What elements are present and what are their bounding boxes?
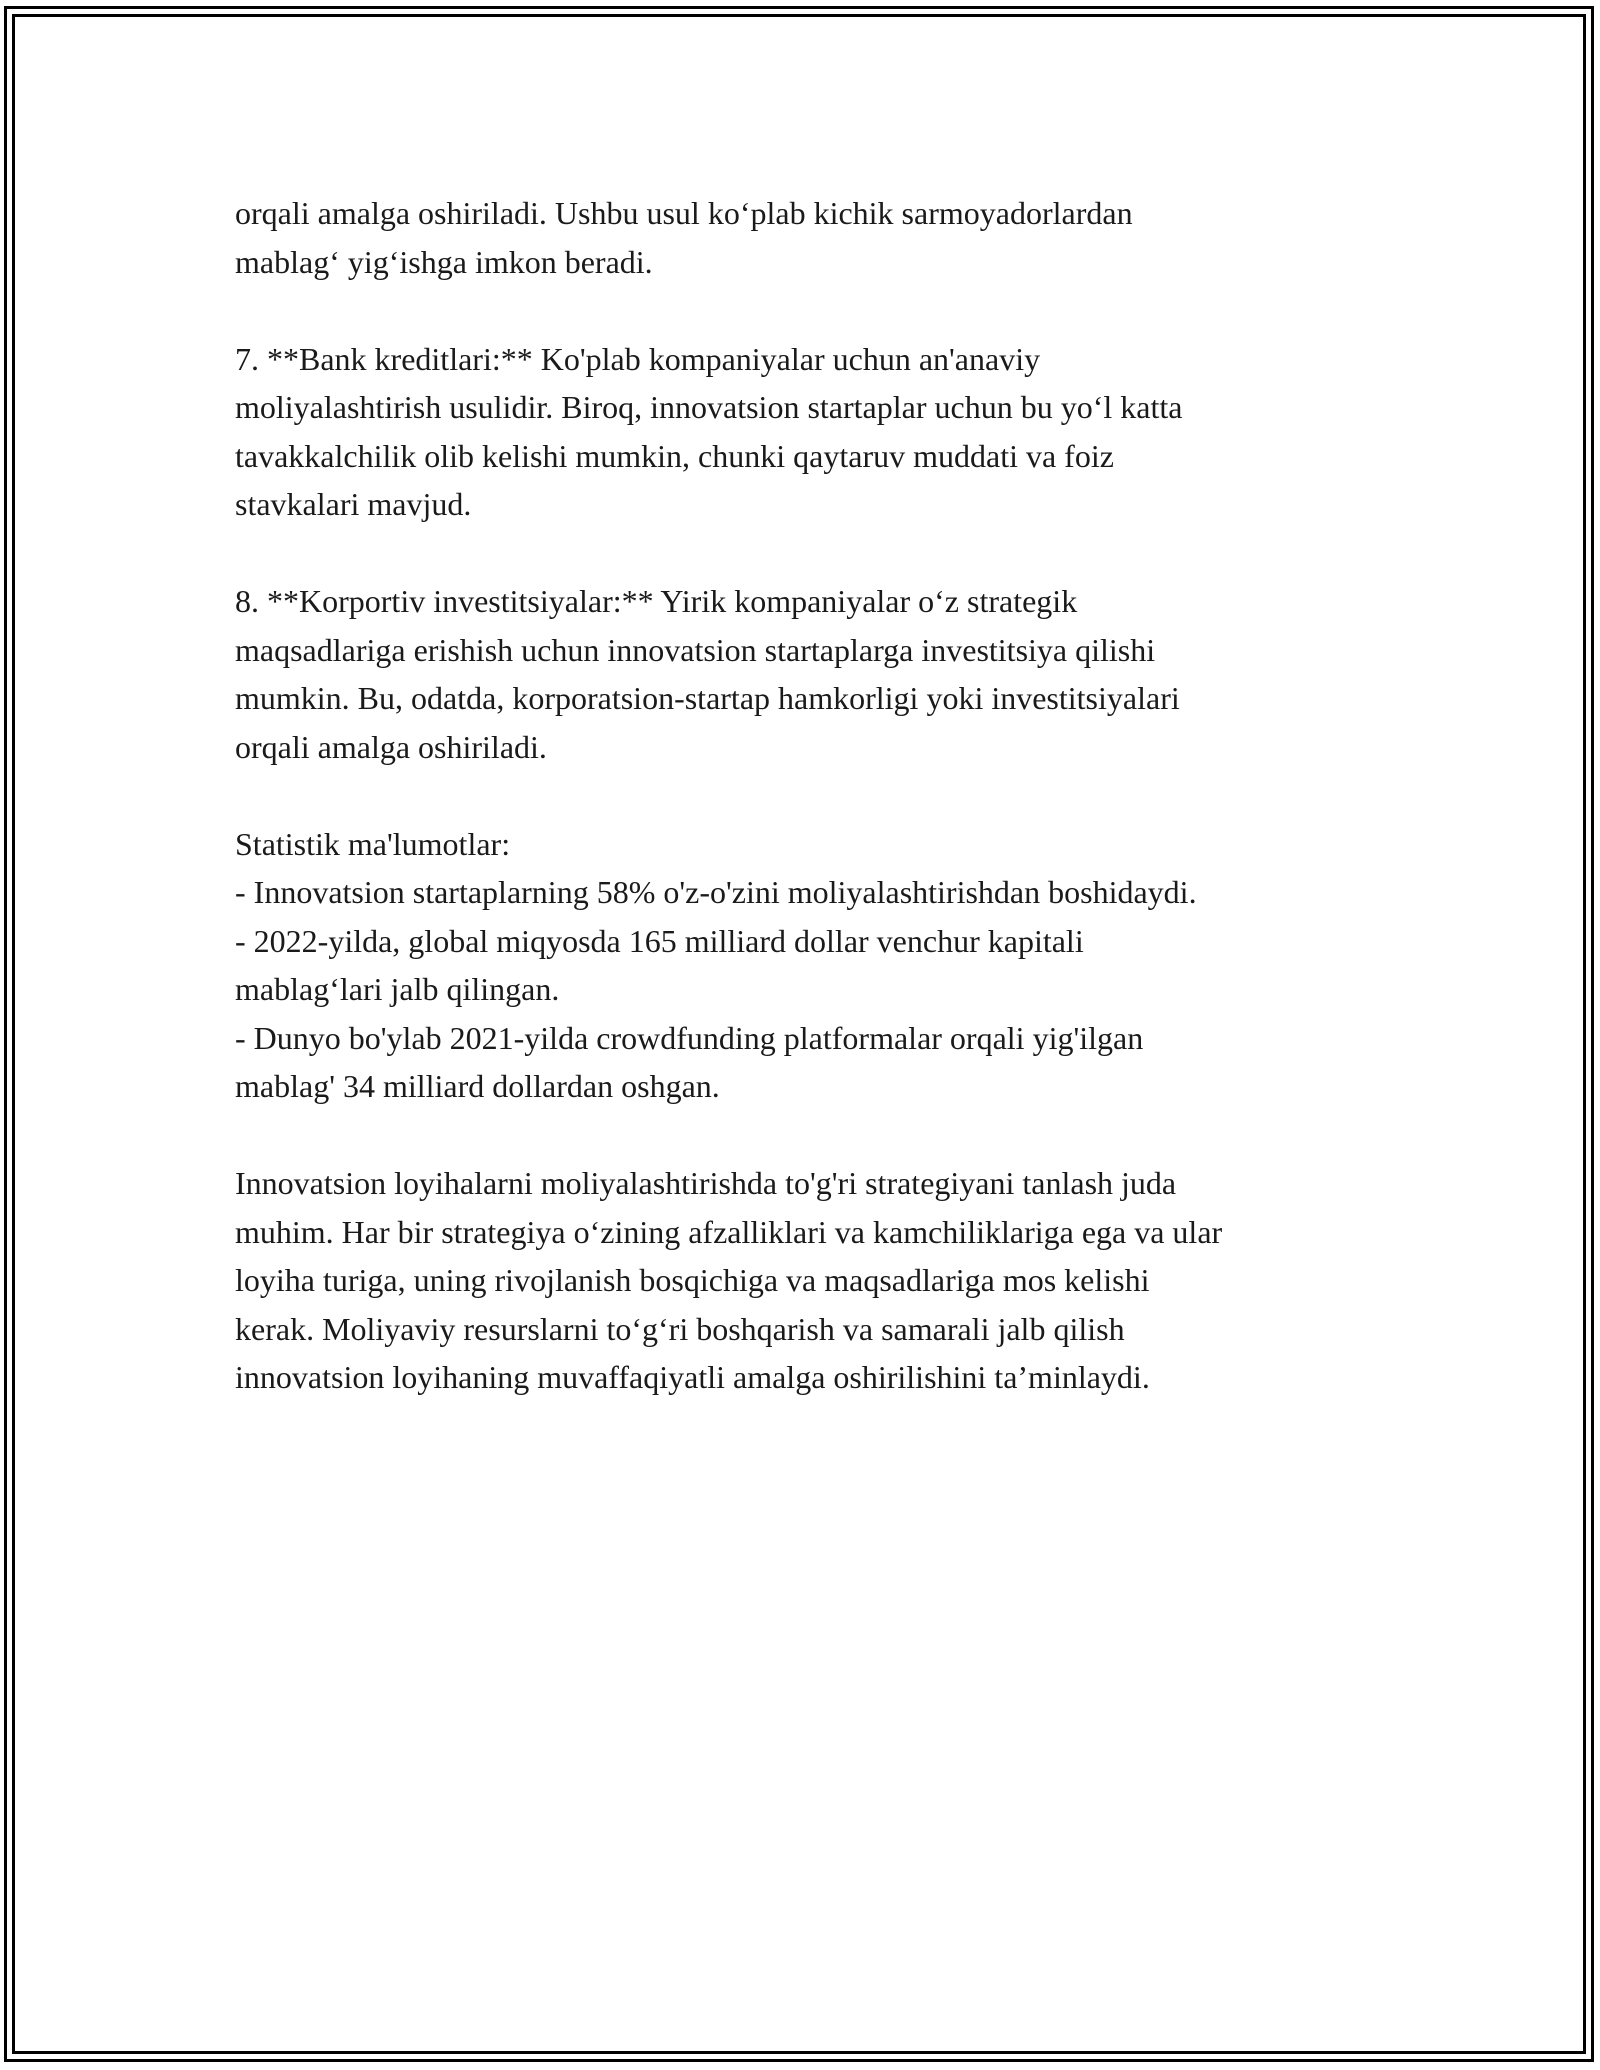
text-line: muhim. Har bir strategiya o‘zining afzalliklari va kamchiliklariga ega va ular bbox=[235, 1213, 1223, 1250]
text-line: orqali amalga oshiriladi. bbox=[235, 728, 547, 765]
statistics-item: - Innovatsion startaplarning 58% o'z-o'zini moliyalashtirishdan boshidaydi. bbox=[235, 874, 1197, 910]
document-body bbox=[235, 189, 1375, 1450]
text-line: 7. **Bank kreditlari:** Ko'plab kompaniyalar uchun an'anaviy bbox=[235, 340, 1041, 377]
text-line: maqsadlariga erishish uchun innovatsion startaplarga investitsiya qilishi bbox=[235, 631, 1156, 668]
text-line: mumkin. Bu, odatda, korporatsion-startap hamkorligi yoki investitsiyalari bbox=[235, 680, 1180, 716]
text-line: mablag‘ yig‘ishga imkon beradi. bbox=[235, 243, 653, 280]
text-line: loyiha turiga, uning rivojlanish bosqichiga va maqsadlariga mos kelishi bbox=[235, 1262, 1150, 1298]
text-line: tavakkalchilik olib kelishi mumkin, chunki qaytaruv muddati va foiz bbox=[235, 437, 1114, 474]
text-line: moliyalashtirish usulidir. Biroq, innovatsion startaplar uchun bu yo‘l katta bbox=[235, 389, 1183, 425]
paragraph-bank-credits bbox=[235, 335, 1375, 529]
paragraph-crowdfunding-continuation bbox=[235, 189, 1375, 286]
statistics-item-continuation: mablag' 34 milliard dollardan oshgan. bbox=[235, 1068, 720, 1104]
text-line: kerak. Moliyaviy resurslarni to‘g‘ri boshqarish va samarali jalb qilish bbox=[235, 1310, 1125, 1347]
statistics-item: - Dunyo bo'ylab 2021-yilda crowdfunding platformalar orqali yig'ilgan bbox=[235, 1019, 1144, 1056]
paragraph-statistics bbox=[235, 820, 1375, 1111]
text-line: innovatsion loyihaning muvaffaqiyatli amalga oshirilishini ta’minlaydi. bbox=[235, 1359, 1150, 1395]
text-line: orqali amalga oshiriladi. Ushbu usul ko‘plab kichik sarmoyadorlardan bbox=[235, 195, 1133, 231]
text-line: 8. **Korportiv investitsiyalar:** Yirik kompaniyalar o‘z strategik bbox=[235, 583, 1078, 619]
text-line: stavkalari mavjud. bbox=[235, 486, 472, 522]
paragraph-corporate-investments bbox=[235, 577, 1375, 771]
statistics-heading: Statistik ma'lumotlar: bbox=[235, 825, 511, 862]
text-line: Innovatsion loyihalarni moliyalashtirishda to'g'ri strategiyani tanlash juda bbox=[235, 1165, 1177, 1201]
statistics-item: - 2022-yilda, global miqyosda 165 milliard dollar venchur kapitali bbox=[235, 922, 1084, 959]
statistics-item-continuation: mablag‘lari jalb qilingan. bbox=[235, 971, 560, 1007]
paragraph-conclusion bbox=[235, 1159, 1375, 1402]
